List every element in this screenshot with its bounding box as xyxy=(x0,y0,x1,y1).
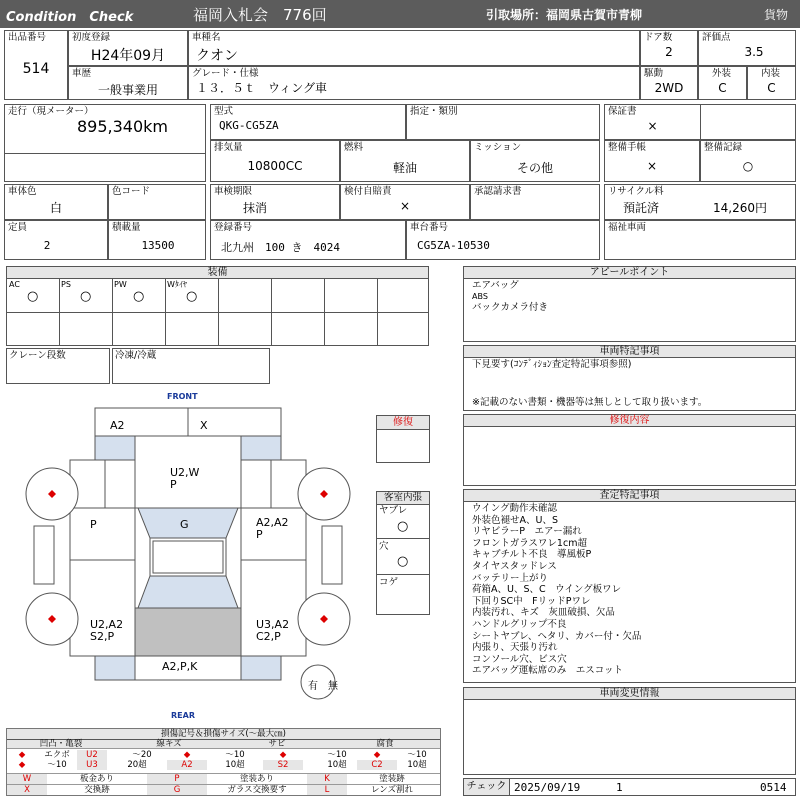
approval-box xyxy=(470,184,600,220)
equip-pw-mark: ○ xyxy=(133,289,145,304)
rear-label: REAR xyxy=(171,711,195,720)
pickup-location: 引取場所：福岡県古賀市青柳 xyxy=(486,8,643,22)
model-box xyxy=(188,30,640,66)
legend-cell: ガラス交換要す xyxy=(227,785,287,795)
legend-code: A2 xyxy=(167,760,207,770)
ext-label: 外装 xyxy=(712,68,732,79)
color-label: 車体色 xyxy=(8,186,37,197)
record-box xyxy=(700,140,796,182)
legend-code: G xyxy=(147,785,207,795)
displacement: 10800CC xyxy=(247,159,303,173)
dmg-cab-left: A2 xyxy=(110,419,125,432)
recycle-amount: 14,260円 xyxy=(713,201,767,215)
cabin-label: 客室内張 xyxy=(377,492,429,505)
recycle-box xyxy=(604,184,796,220)
ana-mark: ○ xyxy=(397,554,409,569)
warranty-box xyxy=(604,104,796,140)
equip-ac-mark: ○ xyxy=(27,289,39,304)
mileage: 895,340km xyxy=(77,117,169,136)
inspection-line: キャブチルト不良 導風板P xyxy=(472,549,592,561)
regno-box xyxy=(210,220,406,260)
mission: その他 xyxy=(516,161,553,175)
legend-cell: 塗装あり xyxy=(239,774,274,784)
change-title: 車両変更情報 xyxy=(464,688,795,700)
record-label: 整備記録 xyxy=(704,142,743,153)
score-label: 評価点 xyxy=(702,32,731,43)
header-bar xyxy=(0,0,800,28)
legend-code: L xyxy=(307,785,347,795)
inspection-line: 荷箱A、U、S、C ウイング板ワレ xyxy=(472,584,622,596)
vehicle-type: 貨物 xyxy=(764,8,789,22)
color-box xyxy=(4,184,108,220)
dmg-rear-left: U2,A2 xyxy=(90,618,124,631)
legend-group-2: 線キズ xyxy=(156,739,182,749)
inspect: 抹消 xyxy=(242,201,267,215)
inspection-line: フロントガラスワレ1cm超 xyxy=(472,537,587,549)
legend-code: X xyxy=(7,785,47,795)
score-box xyxy=(698,30,796,66)
yabure-mark: ○ xyxy=(397,519,409,534)
legend-cell: ～10 xyxy=(47,760,67,770)
drive: 2WD xyxy=(654,81,684,95)
legend-code: K xyxy=(307,774,347,784)
inspection-notes xyxy=(472,503,641,677)
warranty: × xyxy=(647,119,658,133)
dmg-rear-right: U3,A2 xyxy=(256,618,290,631)
recycle-status: 預託済 xyxy=(623,201,660,215)
type-label: 型式 xyxy=(214,106,234,117)
dmg-right-2: P xyxy=(256,528,263,541)
legend-cell: ～10 xyxy=(407,750,427,760)
legend-diamond-icon: ◆ xyxy=(18,750,26,760)
fuel-box xyxy=(340,140,470,182)
dmg-cab-right: X xyxy=(200,419,208,432)
dmg-glass: G xyxy=(180,518,189,531)
history-box xyxy=(68,66,188,100)
model-type: QKG-CG5ZA xyxy=(219,119,279,132)
inspection-title: 査定特記事項 xyxy=(464,490,795,502)
equipment-box xyxy=(6,266,429,346)
mileage-label: 走行（現メーター） xyxy=(8,106,94,117)
inspection-line: ハンドルグリップ不良 xyxy=(472,618,567,630)
legend-box xyxy=(6,728,441,796)
repair-label: 修復 xyxy=(377,416,429,430)
yabure-label: ヤブレ xyxy=(379,505,408,516)
model-name: クオン xyxy=(196,48,238,64)
equip-pw-label: PW xyxy=(114,280,127,289)
appeal-line-2: ABS xyxy=(472,292,488,301)
auction-title: 福岡入札会 776回 xyxy=(193,6,327,24)
inspection-line: コンソール穴、ビス穴 xyxy=(472,653,567,665)
history: 一般事業用 xyxy=(97,83,158,97)
legend-cell: レンズ割れ xyxy=(370,785,414,795)
legend-cell: 板金あり xyxy=(79,774,114,784)
recycle-label: リサイクル料 xyxy=(608,186,664,197)
lot-box xyxy=(4,30,68,100)
inspect-box xyxy=(210,184,340,220)
special-note: ※記載のない書類・機器等は無しとして取り扱います。 xyxy=(472,397,708,408)
legend-group-3: サビ xyxy=(268,739,286,749)
legend-diamond-icon: ◆ xyxy=(373,750,381,760)
score: 3.5 xyxy=(744,45,764,59)
disp-label: 排気量 xyxy=(214,142,243,153)
check-code: 0514 xyxy=(760,781,787,794)
inspection-line: シートヤブレ、ヘタリ、カバー付・欠品 xyxy=(472,630,642,642)
smoking-no: 無 xyxy=(328,681,338,692)
warranty-label: 保証書 xyxy=(608,106,637,117)
inspection-box xyxy=(463,489,796,683)
ext-box xyxy=(698,66,747,100)
int-label: 内装 xyxy=(761,68,781,79)
check-date: 2025/09/19 xyxy=(514,781,581,794)
int-box xyxy=(747,66,796,100)
inspection-line: エアバッグ運転席のみ エスコット xyxy=(472,665,624,677)
load: 13500 xyxy=(141,239,175,252)
special-line-1: 下見要す(ｺﾝﾃﾞｨｼｮﾝ査定特記事項参照) xyxy=(472,359,632,370)
doors-label: ドア数 xyxy=(644,32,673,43)
body-color: 白 xyxy=(49,201,62,215)
freezer-box xyxy=(112,348,270,384)
dmg-roof-2: P xyxy=(170,478,177,491)
doors: 2 xyxy=(665,45,673,59)
legend-cell: ～20 xyxy=(132,750,152,760)
freezer-label: 冷凍/冷蔵 xyxy=(115,350,157,361)
equip-ps-mark: ○ xyxy=(80,289,92,304)
mission-box xyxy=(470,140,600,182)
chassis-box xyxy=(406,220,600,260)
grade-box xyxy=(188,66,640,100)
legend-cell: エクボ xyxy=(44,750,70,760)
dmg-right: A2,A2 xyxy=(256,516,289,529)
legend-cell: 10超 xyxy=(225,760,245,770)
mileage-box xyxy=(4,104,206,182)
welfare-label: 福祉車両 xyxy=(608,222,647,233)
dmg-left: P xyxy=(90,518,97,531)
capacity-label: 定員 xyxy=(8,222,28,233)
load-box xyxy=(108,220,206,260)
condition-check-title: Condition Check xyxy=(6,10,134,25)
legend-code: S2 xyxy=(263,760,303,770)
appeal-title: アピールポイント xyxy=(464,267,795,279)
repair-content-title: 修復内容 xyxy=(464,415,795,427)
type-box xyxy=(210,104,406,140)
inspection-line: リヤビラーP エアー漏れ xyxy=(472,526,582,538)
smoking-yes: 有 xyxy=(308,681,318,692)
designation-label: 指定・類別 xyxy=(410,106,458,117)
drive-box xyxy=(640,66,698,100)
legend-cell: 10超 xyxy=(407,760,427,770)
dmg-roof: U2,W xyxy=(170,466,200,479)
capacity: 2 xyxy=(43,239,51,252)
inspection-line: 外装色褪せA、U、S xyxy=(472,514,558,526)
inspection-line: ウイング動作未確認 xyxy=(472,503,558,514)
dmg-rear-left-2: S2,P xyxy=(90,630,115,643)
inspection-line: バッテリー上がり xyxy=(472,572,549,584)
designation-box xyxy=(406,104,600,140)
inspection-line: 下回りSC中 FリッドPワレ xyxy=(472,595,591,607)
disp-box xyxy=(210,140,340,182)
mission-label: ミッション xyxy=(474,142,522,153)
legend-cell: ～10 xyxy=(327,750,347,760)
inspection-line: 内装汚れ、キズ 灰皿破損、欠品 xyxy=(472,607,615,619)
record: ○ xyxy=(742,159,754,173)
legend-diamond-icon: ◆ xyxy=(183,750,191,760)
capacity-box xyxy=(4,220,108,260)
load-label: 積載量 xyxy=(112,222,141,233)
int-grade: C xyxy=(767,81,776,95)
selfins: × xyxy=(399,199,411,213)
fuel-label: 燃料 xyxy=(344,142,364,153)
legend-code: P xyxy=(147,774,207,784)
legend-cell: 交換跡 xyxy=(84,785,110,795)
selfins-box xyxy=(340,184,470,220)
colorcode-label: 色コード xyxy=(112,186,151,197)
grade-label: グレード・仕様 xyxy=(192,68,259,79)
appeal-line-1: エアバッグ xyxy=(472,280,519,291)
front-label: FRONT xyxy=(167,392,198,401)
legend-title: 損傷記号＆損傷サイズ(～最大㎝) xyxy=(7,729,440,740)
crane-box xyxy=(6,348,110,384)
cabin-box xyxy=(376,491,430,615)
lot-number: 514 xyxy=(22,61,50,77)
check-num: 1 xyxy=(616,781,623,794)
grade: １３．５ｔ ウィング車 xyxy=(196,81,328,95)
reg-number: 北九州 100 き 4024 xyxy=(221,241,340,254)
fuel: 軽油 xyxy=(392,161,417,175)
special-box xyxy=(463,345,796,411)
legend-code: U2 xyxy=(77,750,107,760)
legend-diamond-icon: ◆ xyxy=(18,760,26,770)
manual-box xyxy=(604,140,700,182)
history-label: 車歴 xyxy=(72,68,92,79)
equip-ps-label: PS xyxy=(61,280,71,289)
check-label: チェック xyxy=(464,779,510,795)
lot-label: 出品番号 xyxy=(8,32,47,43)
first-reg: H24年09月 xyxy=(90,48,166,64)
legend-code: C2 xyxy=(357,760,397,770)
doors-box xyxy=(640,30,698,66)
check-box xyxy=(463,778,796,796)
drive-label: 駆動 xyxy=(644,68,664,79)
selfins-label: 検付自賠責 xyxy=(344,186,392,197)
special-title: 車両特記事項 xyxy=(464,346,795,358)
manual: × xyxy=(646,159,658,173)
koge-label: コゲ xyxy=(379,577,399,588)
equip-wtire-mark: ○ xyxy=(186,289,198,304)
legend-cell: 20超 xyxy=(127,760,147,770)
legend-cell: 10超 xyxy=(327,760,347,770)
equipment-title: 装備 xyxy=(7,267,428,279)
ana-label: 穴 xyxy=(379,541,389,552)
dmg-bottom: A2,P,K xyxy=(162,660,198,673)
colorcode-box xyxy=(108,184,206,220)
welfare-box xyxy=(604,220,796,260)
equip-ac-label: AC xyxy=(9,280,20,289)
model-label: 車種名 xyxy=(192,32,221,43)
legend-cell: 塗装跡 xyxy=(379,774,405,784)
legend-code: U3 xyxy=(77,760,107,770)
legend-diamond-icon: ◆ xyxy=(279,750,287,760)
equip-wtire-label: Wﾀｲﾔ xyxy=(167,280,187,289)
repair-box xyxy=(376,415,430,463)
legend-group-4: 腐食 xyxy=(376,739,394,749)
legend-cell: ～10 xyxy=(225,750,245,760)
legend-code: W xyxy=(7,774,47,784)
repair-content-box xyxy=(463,414,796,486)
approval-label: 承認請求書 xyxy=(474,186,522,197)
inspect-label: 車検期限 xyxy=(214,186,253,197)
crane-label: クレーン段数 xyxy=(9,350,66,361)
chassis-number: CG5ZA-10530 xyxy=(417,239,490,252)
manual-label: 整備手帳 xyxy=(608,142,647,153)
ext-grade: C xyxy=(718,81,727,95)
chassis-label: 車台番号 xyxy=(410,222,449,233)
regno-label: 登録番号 xyxy=(214,222,253,233)
inspection-line: タイヤスタッドレス xyxy=(472,560,557,572)
appeal-line-3: バックカメラ付き xyxy=(472,302,549,313)
appeal-box xyxy=(463,266,796,342)
first-reg-box xyxy=(68,30,188,66)
inspection-line: 内張り、天張り汚れ xyxy=(472,642,558,654)
legend-group-1: 凹凸・亀裂 xyxy=(39,739,83,749)
change-box xyxy=(463,687,796,775)
dmg-rear-right-2: C2,P xyxy=(256,630,281,643)
first-reg-label: 初度登録 xyxy=(72,32,111,43)
